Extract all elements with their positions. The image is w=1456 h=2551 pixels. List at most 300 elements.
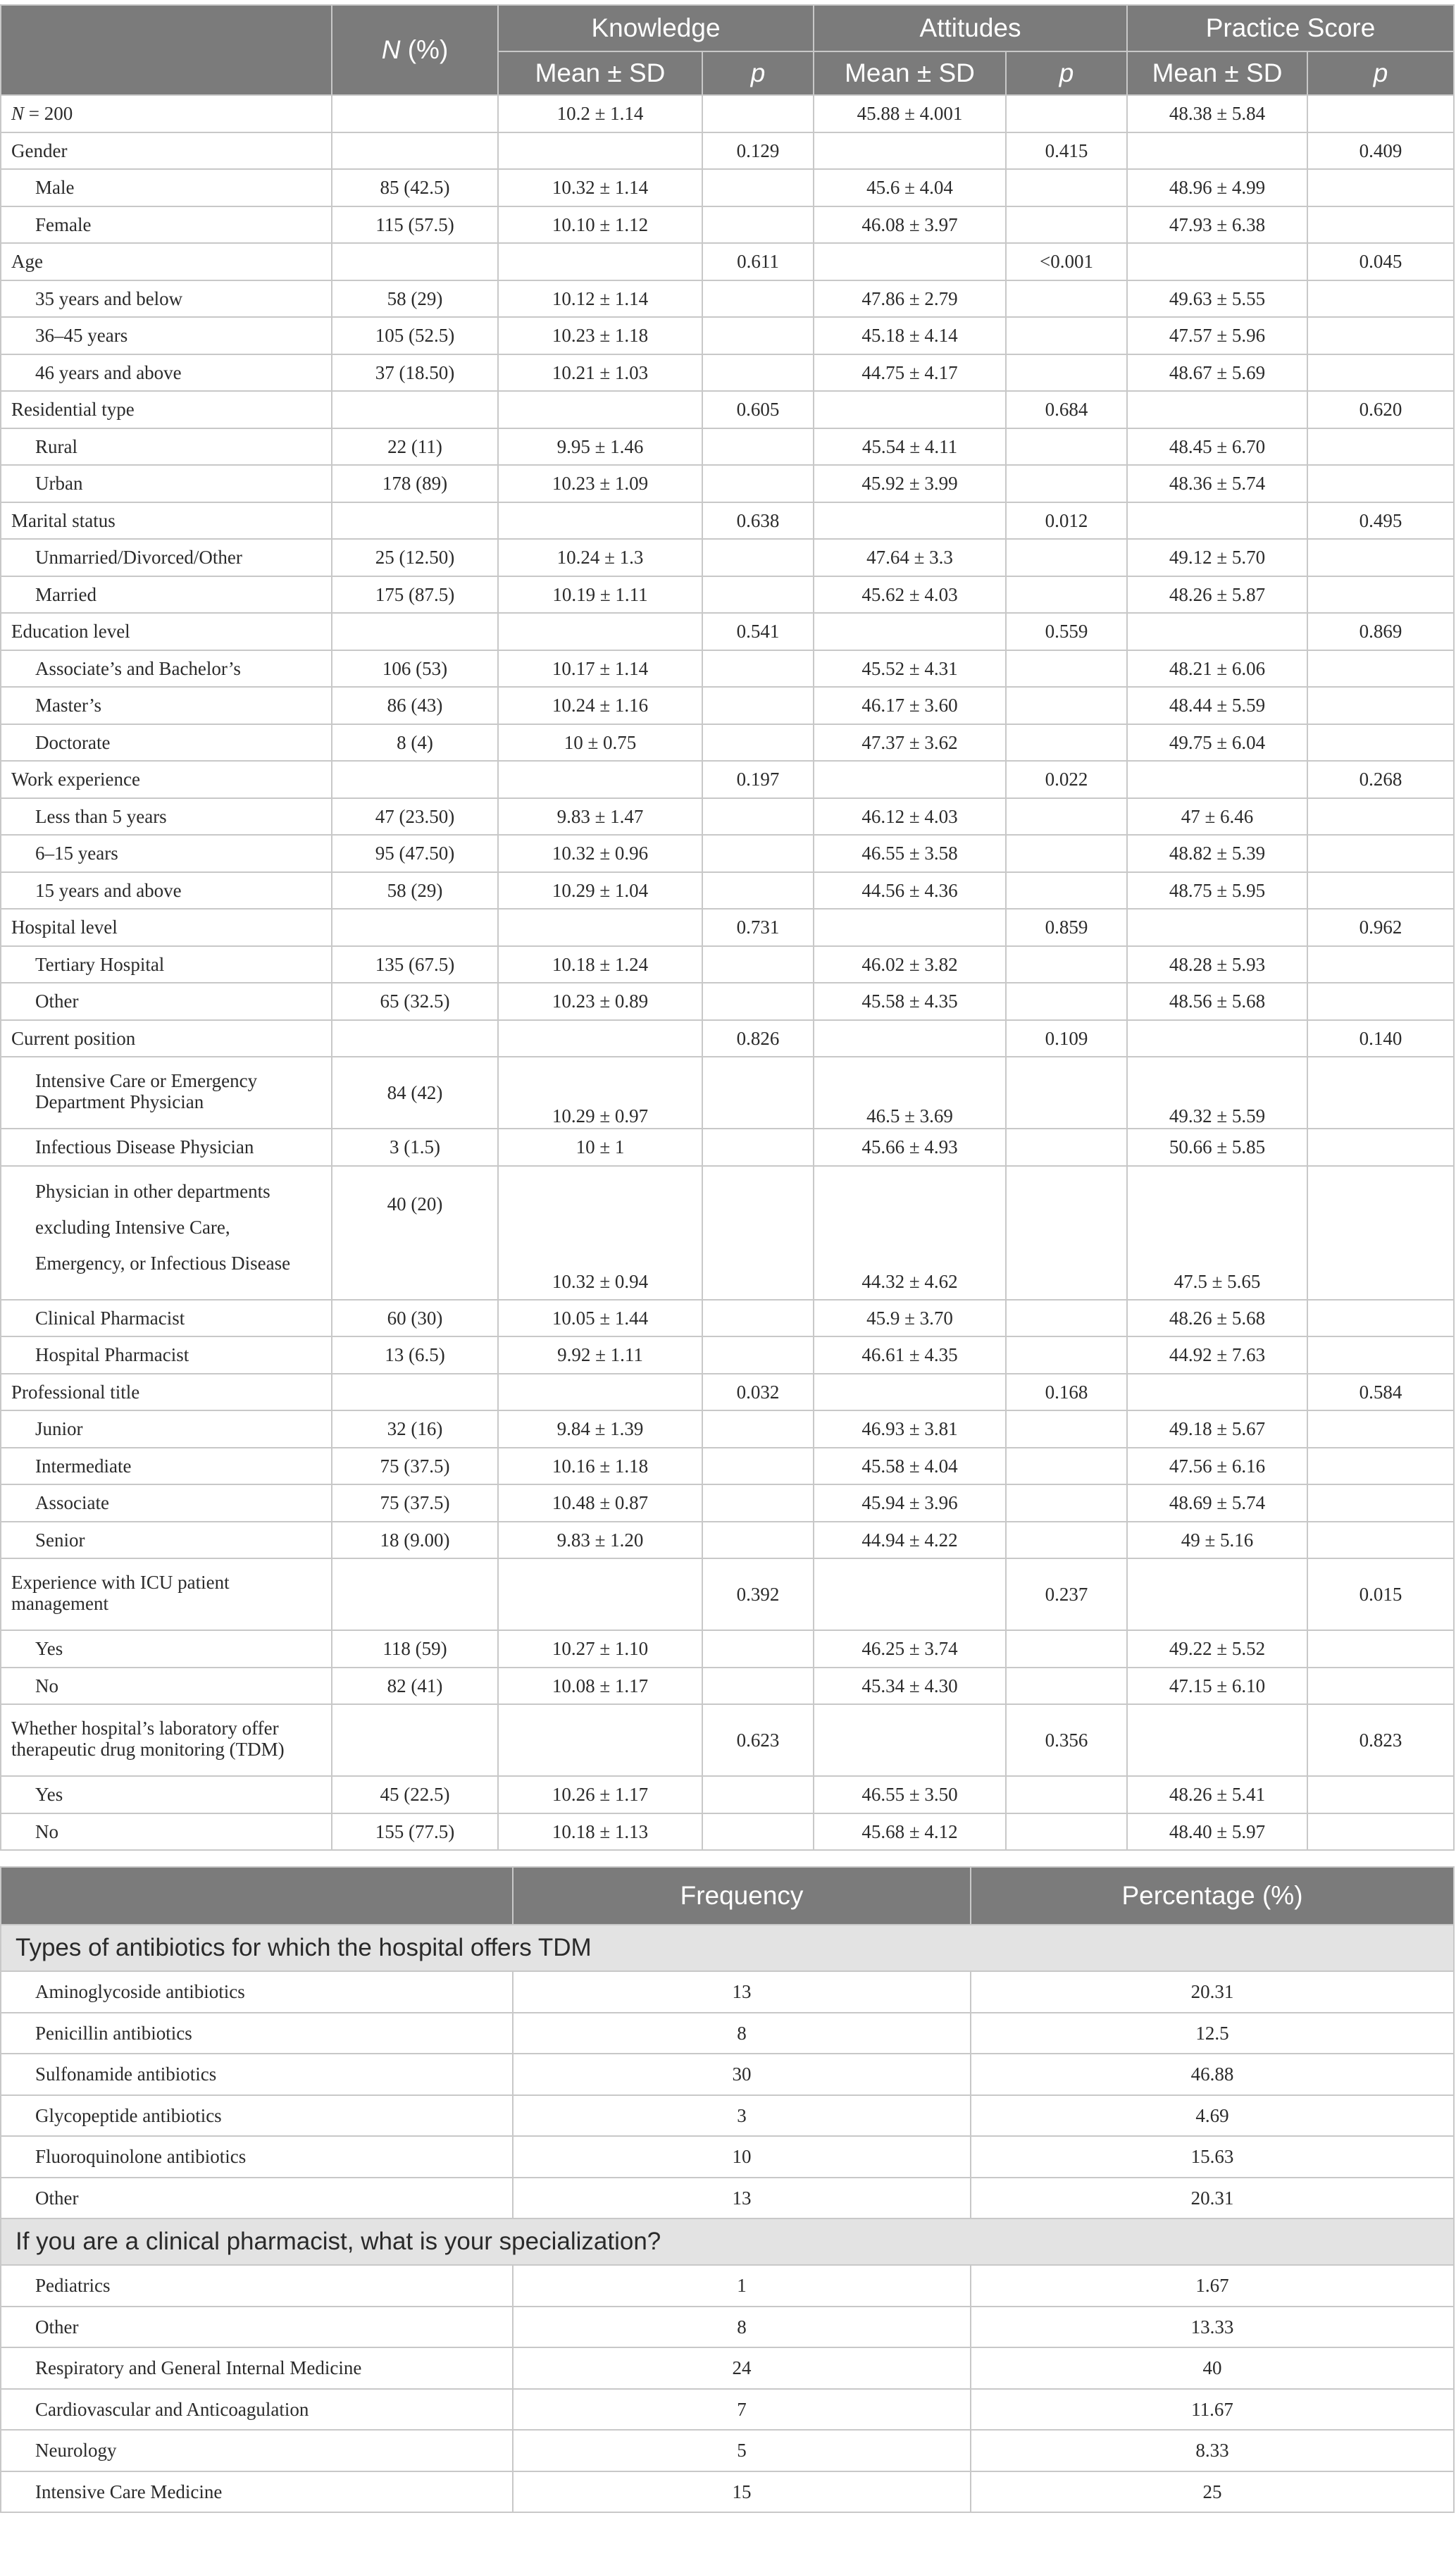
row-label: Rural	[1, 428, 332, 466]
table-row	[1, 2178, 1454, 2219]
percentage-cell: 12.5	[971, 2013, 1454, 2054]
table-row	[1, 872, 1454, 910]
practice-p-cell: 0.620	[1307, 391, 1454, 428]
row-label: Infectious Disease Physician	[1, 1129, 332, 1166]
knowledge-p-cell	[702, 428, 814, 466]
practice-p-cell	[1307, 1166, 1454, 1300]
row-label: Cardiovascular and Anticoagulation	[1, 2389, 513, 2431]
table-row	[1, 687, 1454, 724]
demographics-table	[0, 4, 1455, 1851]
section-title: If you are a clinical pharmacist, what is your specialization?	[1, 2218, 1454, 2265]
header-knowledge-mean: Mean ± SD	[498, 51, 702, 95]
row-label: Hospital Pharmacist	[1, 1336, 332, 1374]
practice-mean-cell: 48.26 ± 5.68	[1127, 1300, 1307, 1337]
knowledge-p-cell	[702, 169, 814, 206]
attitudes-mean-cell: 45.58 ± 4.04	[814, 1448, 1006, 1485]
table-row	[1, 1668, 1454, 1705]
knowledge-p-cell	[702, 1776, 814, 1813]
attitudes-mean-cell: 45.54 ± 4.11	[814, 428, 1006, 466]
attitudes-mean-cell: 45.94 ± 3.96	[814, 1484, 1006, 1522]
n-pct-cell: 13 (6.5)	[332, 1336, 498, 1374]
practice-p-cell	[1307, 872, 1454, 910]
category-row	[1, 502, 1454, 540]
knowledge-mean-cell: 10.10 ± 1.12	[498, 206, 702, 244]
practice-mean-cell: 48.56 ± 5.68	[1127, 983, 1307, 1020]
attitudes-mean-cell: 44.56 ± 4.36	[814, 872, 1006, 910]
attitudes-p-cell	[1006, 1166, 1127, 1300]
knowledge-mean-cell: 10.2 ± 1.14	[498, 95, 702, 132]
n-pct-cell: 3 (1.5)	[332, 1129, 498, 1166]
practice-mean-cell: 48.82 ± 5.39	[1127, 835, 1307, 872]
knowledge-p-cell	[702, 1410, 814, 1448]
n-pct-cell: 22 (11)	[332, 428, 498, 466]
attitudes-mean-cell	[814, 1374, 1006, 1411]
attitudes-mean-cell: 46.12 ± 4.03	[814, 798, 1006, 836]
row-label: Physician in other departments excluding Intensive Care, Emergency, or Infectious Disease	[1, 1166, 332, 1300]
tdm-table	[0, 1866, 1455, 2513]
category-row	[1, 1704, 1454, 1776]
table-row	[1, 1971, 1454, 2013]
row-label: Fluoroquinolone antibiotics	[1, 2136, 513, 2178]
frequency-cell: 10	[513, 2136, 971, 2178]
practice-p-cell: 0.495	[1307, 502, 1454, 540]
knowledge-p-cell	[702, 1057, 814, 1129]
attitudes-p-cell	[1006, 465, 1127, 502]
attitudes-p-cell	[1006, 1300, 1127, 1337]
table-row	[1, 428, 1454, 466]
practice-mean-cell: 48.38 ± 5.84	[1127, 95, 1307, 132]
table-row	[1, 2307, 1454, 2348]
row-label: Current position	[1, 1020, 332, 1057]
table-row	[1, 1336, 1454, 1374]
attitudes-mean-cell: 45.58 ± 4.35	[814, 983, 1006, 1020]
row-label: Intensive Care Medicine	[1, 2471, 513, 2513]
attitudes-mean-cell: 45.92 ± 3.99	[814, 465, 1006, 502]
knowledge-mean-cell: 10.16 ± 1.18	[498, 1448, 702, 1485]
table-row	[1, 169, 1454, 206]
knowledge-mean-cell: 10.19 ± 1.11	[498, 576, 702, 614]
practice-p-cell	[1307, 280, 1454, 318]
row-label: Associate’s and Bachelor’s	[1, 650, 332, 688]
table-row	[1, 206, 1454, 244]
attitudes-p-cell: 0.415	[1006, 132, 1127, 170]
row-label: Other	[1, 2178, 513, 2219]
attitudes-mean-cell: 47.86 ± 2.79	[814, 280, 1006, 318]
knowledge-mean-cell	[498, 1558, 702, 1630]
row-label: Gender	[1, 132, 332, 170]
n-pct-cell: 105 (52.5)	[332, 317, 498, 354]
knowledge-mean-cell: 10.32 ± 0.94	[498, 1166, 702, 1300]
practice-p-cell	[1307, 206, 1454, 244]
row-label: Clinical Pharmacist	[1, 1300, 332, 1337]
practice-mean-cell: 48.96 ± 4.99	[1127, 169, 1307, 206]
attitudes-p-cell	[1006, 95, 1127, 132]
practice-mean-cell	[1127, 132, 1307, 170]
knowledge-p-cell	[702, 946, 814, 983]
practice-p-cell	[1307, 576, 1454, 614]
header-practice-p: p	[1307, 51, 1454, 95]
n-pct-cell	[332, 132, 498, 170]
attitudes-p-cell: 0.684	[1006, 391, 1127, 428]
row-label: Pediatrics	[1, 2265, 513, 2307]
practice-mean-cell	[1127, 391, 1307, 428]
attitudes-p-cell: 0.022	[1006, 761, 1127, 798]
percentage-cell: 46.88	[971, 2054, 1454, 2095]
attitudes-p-cell	[1006, 539, 1127, 576]
knowledge-mean-cell	[498, 909, 702, 946]
practice-mean-cell: 48.44 ± 5.59	[1127, 687, 1307, 724]
knowledge-p-cell	[702, 1129, 814, 1166]
knowledge-mean-cell: 10.18 ± 1.24	[498, 946, 702, 983]
n-pct-cell: 40 (20)	[332, 1166, 498, 1300]
attitudes-mean-cell: 45.9 ± 3.70	[814, 1300, 1006, 1337]
row-label: Yes	[1, 1776, 332, 1813]
knowledge-mean-cell	[498, 243, 702, 280]
practice-p-cell: 0.409	[1307, 132, 1454, 170]
practice-p-cell	[1307, 650, 1454, 688]
attitudes-p-cell	[1006, 1129, 1127, 1166]
knowledge-mean-cell: 10.23 ± 0.89	[498, 983, 702, 1020]
attitudes-mean-cell: 45.68 ± 4.12	[814, 1813, 1006, 1851]
section-title: Types of antibiotics for which the hospital offers TDM	[1, 1925, 1454, 1971]
attitudes-p-cell: 0.559	[1006, 613, 1127, 650]
table-row	[1, 465, 1454, 502]
category-row	[1, 613, 1454, 650]
practice-p-cell	[1307, 1410, 1454, 1448]
practice-mean-cell: 48.45 ± 6.70	[1127, 428, 1307, 466]
knowledge-p-cell: 0.197	[702, 761, 814, 798]
knowledge-p-cell	[702, 835, 814, 872]
frequency-cell: 13	[513, 2178, 971, 2219]
knowledge-mean-cell: 10.21 ± 1.03	[498, 354, 702, 392]
attitudes-p-cell	[1006, 354, 1127, 392]
practice-p-cell	[1307, 1630, 1454, 1668]
row-label: Age	[1, 243, 332, 280]
attitudes-p-cell	[1006, 317, 1127, 354]
table-row	[1, 1484, 1454, 1522]
knowledge-p-cell	[702, 280, 814, 318]
practice-mean-cell	[1127, 761, 1307, 798]
practice-p-cell	[1307, 1057, 1454, 1129]
frequency-cell: 3	[513, 2095, 971, 2137]
table-row	[1, 2389, 1454, 2431]
frequency-cell: 15	[513, 2471, 971, 2513]
n-pct-cell	[332, 761, 498, 798]
knowledge-p-cell	[702, 798, 814, 836]
practice-p-cell	[1307, 983, 1454, 1020]
attitudes-mean-cell	[814, 613, 1006, 650]
knowledge-mean-cell: 10.08 ± 1.17	[498, 1668, 702, 1705]
header-practice-mean: Mean ± SD	[1127, 51, 1307, 95]
total-n-symbol: N	[11, 103, 25, 125]
table-row	[1, 2265, 1454, 2307]
row-label: Work experience	[1, 761, 332, 798]
practice-p-cell: 0.140	[1307, 1020, 1454, 1057]
row-label: Associate	[1, 1484, 332, 1522]
practice-mean-cell: 48.75 ± 5.95	[1127, 872, 1307, 910]
n-pct-cell: 106 (53)	[332, 650, 498, 688]
row-label: Hospital level	[1, 909, 332, 946]
attitudes-p-cell: 0.237	[1006, 1558, 1127, 1630]
row-label: Intermediate	[1, 1448, 332, 1485]
practice-p-cell	[1307, 354, 1454, 392]
n-pct-cell: 135 (67.5)	[332, 946, 498, 983]
knowledge-p-cell	[702, 1522, 814, 1559]
practice-p-cell	[1307, 317, 1454, 354]
n-pct-cell: 85 (42.5)	[332, 169, 498, 206]
knowledge-mean-cell: 10.24 ± 1.3	[498, 539, 702, 576]
attitudes-mean-cell: 46.08 ± 3.97	[814, 206, 1006, 244]
row-label: Sulfonamide antibiotics	[1, 2054, 513, 2095]
knowledge-p-cell	[702, 650, 814, 688]
row-label: Unmarried/Divorced/Other	[1, 539, 332, 576]
attitudes-p-cell	[1006, 1522, 1127, 1559]
table-row	[1, 1410, 1454, 1448]
attitudes-p-cell: 0.012	[1006, 502, 1127, 540]
table-row	[1, 1630, 1454, 1668]
practice-p-cell	[1307, 946, 1454, 983]
knowledge-p-cell: 0.611	[702, 243, 814, 280]
practice-p-cell	[1307, 1776, 1454, 1813]
practice-p-cell	[1307, 465, 1454, 502]
knowledge-p-cell	[702, 724, 814, 762]
knowledge-p-cell	[702, 1484, 814, 1522]
attitudes-mean-cell	[814, 391, 1006, 428]
row-label: No	[1, 1668, 332, 1705]
row-label: 35 years and below	[1, 280, 332, 318]
knowledge-mean-cell: 10 ± 1	[498, 1129, 702, 1166]
n-pct-cell: 25 (12.50)	[332, 539, 498, 576]
total-n-value: = 200	[24, 103, 73, 125]
row-label: Education level	[1, 613, 332, 650]
attitudes-mean-cell	[814, 761, 1006, 798]
demographics-body	[1, 95, 1454, 1850]
table-row	[1, 1448, 1454, 1485]
practice-mean-cell: 50.66 ± 5.85	[1127, 1129, 1307, 1166]
table-row	[1, 1300, 1454, 1337]
practice-mean-cell	[1127, 909, 1307, 946]
practice-mean-cell: 49.12 ± 5.70	[1127, 539, 1307, 576]
practice-p-cell	[1307, 1522, 1454, 1559]
attitudes-mean-cell: 46.25 ± 3.74	[814, 1630, 1006, 1668]
knowledge-p-cell	[702, 354, 814, 392]
row-label: Tertiary Hospital	[1, 946, 332, 983]
practice-mean-cell: 48.69 ± 5.74	[1127, 1484, 1307, 1522]
row-label: Junior	[1, 1410, 332, 1448]
n-pct-cell	[332, 1020, 498, 1057]
knowledge-p-cell	[702, 206, 814, 244]
row-label: Less than 5 years	[1, 798, 332, 836]
row-label: Female	[1, 206, 332, 244]
knowledge-mean-cell: 10.32 ± 0.96	[498, 835, 702, 872]
knowledge-mean-cell	[498, 391, 702, 428]
practice-p-cell: 0.962	[1307, 909, 1454, 946]
knowledge-p-cell	[702, 1813, 814, 1851]
category-row	[1, 1020, 1454, 1057]
row-label: Senior	[1, 1522, 332, 1559]
practice-mean-cell: 48.28 ± 5.93	[1127, 946, 1307, 983]
attitudes-p-cell	[1006, 169, 1127, 206]
n-pct-cell: 37 (18.50)	[332, 354, 498, 392]
knowledge-mean-cell	[498, 1374, 702, 1411]
tdm-header-blank	[1, 1867, 513, 1925]
knowledge-p-cell	[702, 317, 814, 354]
attitudes-mean-cell: 44.75 ± 4.17	[814, 354, 1006, 392]
category-row	[1, 1558, 1454, 1630]
knowledge-mean-cell: 10.24 ± 1.16	[498, 687, 702, 724]
attitudes-mean-cell: 47.64 ± 3.3	[814, 539, 1006, 576]
practice-mean-cell: 47.57 ± 5.96	[1127, 317, 1307, 354]
tdm-header-percentage: Percentage (%)	[971, 1867, 1454, 1925]
table-row	[1, 1813, 1454, 1851]
n-pct-cell: 65 (32.5)	[332, 983, 498, 1020]
knowledge-mean-cell	[498, 761, 702, 798]
knowledge-p-cell: 0.129	[702, 132, 814, 170]
n-pct-cell: 75 (37.5)	[332, 1484, 498, 1522]
knowledge-mean-cell: 10.05 ± 1.44	[498, 1300, 702, 1337]
attitudes-p-cell	[1006, 687, 1127, 724]
knowledge-p-cell: 0.623	[702, 1704, 814, 1776]
attitudes-mean-cell: 46.5 ± 3.69	[814, 1057, 1006, 1129]
section-header-row	[1, 1925, 1454, 1971]
knowledge-p-cell	[702, 1300, 814, 1337]
row-label: Married	[1, 576, 332, 614]
row-label: Doctorate	[1, 724, 332, 762]
knowledge-mean-cell: 10 ± 0.75	[498, 724, 702, 762]
practice-mean-cell: 47 ± 6.46	[1127, 798, 1307, 836]
frequency-cell: 8	[513, 2013, 971, 2054]
practice-p-cell	[1307, 1129, 1454, 1166]
attitudes-mean-cell	[814, 1558, 1006, 1630]
section-header-row	[1, 2218, 1454, 2265]
table-row	[1, 2013, 1454, 2054]
practice-mean-cell	[1127, 502, 1307, 540]
attitudes-p-cell: 0.168	[1006, 1374, 1127, 1411]
attitudes-mean-cell: 44.94 ± 4.22	[814, 1522, 1006, 1559]
knowledge-p-cell	[702, 539, 814, 576]
tdm-header-row	[1, 1867, 1454, 1925]
n-pct-cell: 45 (22.5)	[332, 1776, 498, 1813]
attitudes-p-cell	[1006, 1630, 1127, 1668]
percentage-cell: 20.31	[971, 2178, 1454, 2219]
knowledge-mean-cell: 10.26 ± 1.17	[498, 1776, 702, 1813]
header-row-1	[1, 5, 1454, 51]
row-label: 6–15 years	[1, 835, 332, 872]
knowledge-p-cell: 0.638	[702, 502, 814, 540]
attitudes-p-cell	[1006, 1336, 1127, 1374]
knowledge-mean-cell: 10.27 ± 1.10	[498, 1630, 702, 1668]
practice-p-cell	[1307, 687, 1454, 724]
attitudes-p-cell	[1006, 1484, 1127, 1522]
practice-mean-cell: 47.93 ± 6.38	[1127, 206, 1307, 244]
header-practice: Practice Score	[1127, 5, 1454, 51]
practice-mean-cell: 49.63 ± 5.55	[1127, 280, 1307, 318]
percentage-cell: 25	[971, 2471, 1454, 2513]
n-pct-cell: 75 (37.5)	[332, 1448, 498, 1485]
practice-mean-cell: 48.26 ± 5.41	[1127, 1776, 1307, 1813]
knowledge-mean-cell	[498, 132, 702, 170]
attitudes-p-cell	[1006, 1668, 1127, 1705]
knowledge-mean-cell: 10.12 ± 1.14	[498, 280, 702, 318]
practice-p-cell: 0.015	[1307, 1558, 1454, 1630]
n-pct-cell: 86 (43)	[332, 687, 498, 724]
practice-p-cell	[1307, 1448, 1454, 1485]
knowledge-p-cell: 0.032	[702, 1374, 814, 1411]
practice-mean-cell	[1127, 1374, 1307, 1411]
practice-mean-cell: 48.36 ± 5.74	[1127, 465, 1307, 502]
attitudes-mean-cell: 46.55 ± 3.50	[814, 1776, 1006, 1813]
practice-p-cell: 0.268	[1307, 761, 1454, 798]
practice-p-cell	[1307, 428, 1454, 466]
table-row	[1, 354, 1454, 392]
table-row	[1, 946, 1454, 983]
attitudes-p-cell: 0.356	[1006, 1704, 1127, 1776]
frequency-cell: 24	[513, 2347, 971, 2389]
practice-p-cell	[1307, 1668, 1454, 1705]
attitudes-mean-cell	[814, 1020, 1006, 1057]
attitudes-mean-cell	[814, 1704, 1006, 1776]
attitudes-p-cell	[1006, 872, 1127, 910]
knowledge-mean-cell: 10.29 ± 0.97	[498, 1057, 702, 1129]
knowledge-p-cell: 0.605	[702, 391, 814, 428]
practice-p-cell	[1307, 169, 1454, 206]
percentage-cell: 20.31	[971, 1971, 1454, 2013]
attitudes-p-cell	[1006, 1776, 1127, 1813]
table-row	[1, 835, 1454, 872]
n-pct-cell	[332, 243, 498, 280]
practice-mean-cell: 49 ± 5.16	[1127, 1522, 1307, 1559]
attitudes-mean-cell: 45.6 ± 4.04	[814, 169, 1006, 206]
knowledge-mean-cell	[498, 1704, 702, 1776]
n-pct-cell	[332, 1704, 498, 1776]
row-label	[1, 95, 332, 132]
attitudes-p-cell: 0.859	[1006, 909, 1127, 946]
n-pct-cell: 178 (89)	[332, 465, 498, 502]
n-pct-cell: 155 (77.5)	[332, 1813, 498, 1851]
table-row	[1, 2347, 1454, 2389]
practice-p-cell	[1307, 835, 1454, 872]
knowledge-p-cell: 0.826	[702, 1020, 814, 1057]
category-row	[1, 761, 1454, 798]
n-pct-cell	[332, 95, 498, 132]
attitudes-p-cell	[1006, 1057, 1127, 1129]
table-row	[1, 650, 1454, 688]
frequency-cell: 5	[513, 2430, 971, 2471]
frequency-cell: 7	[513, 2389, 971, 2431]
knowledge-mean-cell	[498, 613, 702, 650]
n-pct-cell: 32 (16)	[332, 1410, 498, 1448]
knowledge-p-cell: 0.731	[702, 909, 814, 946]
practice-mean-cell: 48.21 ± 6.06	[1127, 650, 1307, 688]
table-row	[1, 724, 1454, 762]
attitudes-mean-cell: 46.55 ± 3.58	[814, 835, 1006, 872]
practice-mean-cell: 49.18 ± 5.67	[1127, 1410, 1307, 1448]
knowledge-p-cell	[702, 465, 814, 502]
row-label: Whether hospital’s laboratory offer therapeutic drug monitoring (TDM)	[1, 1704, 332, 1776]
n-pct-cell: 115 (57.5)	[332, 206, 498, 244]
attitudes-p-cell	[1006, 724, 1127, 762]
practice-p-cell	[1307, 95, 1454, 132]
attitudes-p-cell: 0.109	[1006, 1020, 1127, 1057]
row-label: Aminoglycoside antibiotics	[1, 1971, 513, 2013]
knowledge-mean-cell: 9.92 ± 1.11	[498, 1336, 702, 1374]
category-row	[1, 391, 1454, 428]
knowledge-p-cell	[702, 1668, 814, 1705]
attitudes-mean-cell: 46.17 ± 3.60	[814, 687, 1006, 724]
practice-p-cell	[1307, 1484, 1454, 1522]
knowledge-mean-cell: 10.18 ± 1.13	[498, 1813, 702, 1851]
knowledge-mean-cell: 10.48 ± 0.87	[498, 1484, 702, 1522]
